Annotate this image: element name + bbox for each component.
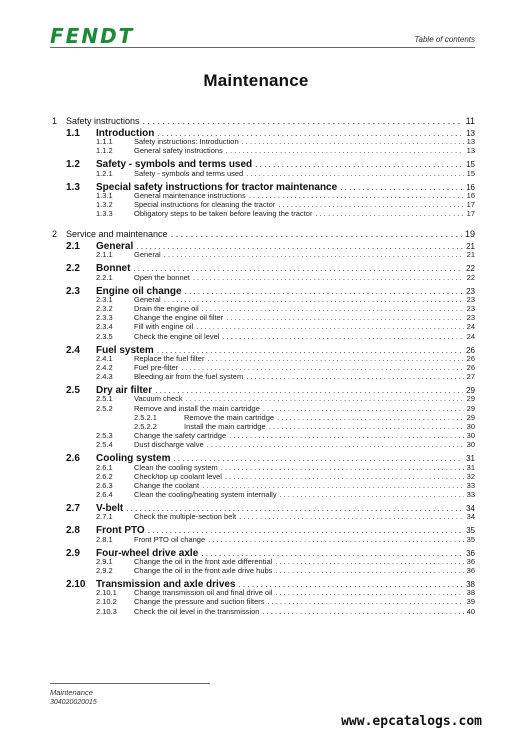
toc-entry-title: Safety instructions — [66, 116, 140, 126]
toc-dot-leader — [242, 137, 464, 146]
toc-entry-number: 2.9.2 — [96, 566, 113, 575]
toc-entry-title: Dust discharge valve — [134, 440, 204, 450]
toc-entry-number: 2.3.1 — [96, 294, 113, 304]
toc-entry-line — [134, 490, 475, 499]
toc-entry-number: 1.3.2 — [96, 200, 113, 209]
toc-entry-page: 24 — [466, 322, 475, 332]
toc-entry-number: 1.3 — [66, 181, 80, 193]
toc-dot-leader — [226, 146, 464, 155]
toc-entry-page: 40 — [466, 606, 475, 616]
toc-entry-page: 30 — [466, 440, 475, 450]
toc-dot-leader — [181, 363, 463, 372]
toc-entry-line — [66, 116, 475, 126]
toc-entry-title: Special safety instructions for tractor maintenance — [96, 181, 338, 193]
toc-entry-page: 15 — [466, 160, 475, 170]
toc-dot-leader — [275, 557, 463, 566]
toc-entry-title: Check/top up coolant level — [134, 471, 222, 481]
footer-document-title: Maintenance — [50, 688, 93, 697]
toc-entry-page: 39 — [466, 597, 475, 607]
toc-entry-title: General — [96, 241, 134, 253]
toc-entry-line — [134, 597, 475, 606]
toc-entry-page: 36 — [466, 548, 475, 558]
toc-entry-title: Remove the main cartridge — [184, 412, 275, 422]
toc-entry-number: 2.5.1 — [96, 394, 113, 404]
toc-entry-title: Vacuum check — [134, 394, 183, 404]
toc-entry-page: 22 — [466, 272, 475, 282]
toc-entry-title: Service and maintenance — [66, 229, 168, 240]
toc-entry-line — [134, 588, 475, 597]
toc-entry-title: Change transmission oil and final drive oil — [134, 588, 273, 598]
toc-dot-leader — [280, 490, 464, 499]
toc-entry-page: 17 — [466, 200, 475, 209]
toc-entry-number: 2.5.2.1 — [134, 412, 157, 422]
toc-entry-line — [134, 332, 475, 341]
toc-entry-page: 33 — [466, 481, 475, 490]
toc-entry-title: Cooling system — [96, 453, 171, 465]
toc-entry-number: 2.4.3 — [96, 372, 113, 382]
toc-entry-number: 2.5.2 — [96, 403, 113, 413]
toc-entry-number: 2.8.1 — [96, 534, 113, 544]
fendt-logo: FENDT — [50, 24, 135, 48]
toc-entry-page: 31 — [466, 462, 475, 472]
toc-entry-page: 38 — [466, 580, 475, 589]
toc-entry-line — [134, 146, 475, 155]
toc-entry-page: 21 — [466, 250, 475, 260]
toc-entry-title: General safety instructions — [134, 146, 223, 156]
toc-entry-number: 2.7 — [66, 503, 80, 515]
toc-dot-leader — [262, 607, 463, 616]
toc-entry-page: 30 — [466, 422, 475, 431]
toc-entry-title: Change the safety cartridge — [134, 431, 227, 441]
toc-entry-line — [134, 472, 475, 481]
toc-entry-line — [134, 191, 475, 200]
toc-entry-number: 1.3.3 — [96, 209, 113, 219]
toc-entry-page: 33 — [466, 490, 475, 500]
toc-entry-page: 35 — [466, 534, 475, 544]
header-divider — [50, 47, 475, 48]
toc-entry-line — [134, 295, 475, 304]
toc-entry-line — [134, 463, 475, 472]
toc-entry-page: 23 — [466, 286, 475, 296]
toc-dot-leader — [226, 313, 463, 322]
toc-entry-number: 1 — [52, 116, 58, 126]
toc-entry-title: Fuel system — [96, 344, 154, 356]
toc-entry-line — [134, 440, 475, 449]
toc-dot-leader — [277, 413, 464, 422]
toc-entry-title: Check the engine oil level — [134, 331, 220, 341]
toc-entry-number: 1.1.2 — [96, 146, 113, 156]
toc-entry-page: 36 — [466, 566, 475, 575]
toc-entry-line — [134, 512, 475, 521]
toc-dot-leader — [315, 209, 463, 218]
toc-entry-title: Safety - symbols and terms used — [134, 168, 244, 178]
toc-dot-leader — [164, 295, 464, 304]
toc-dot-leader — [186, 394, 464, 403]
toc-entry-page: 35 — [466, 526, 475, 536]
toc-entry-number: 2.6.4 — [96, 490, 113, 500]
toc-entry-title: Open the bonnet — [134, 272, 190, 282]
toc-entry-number: 2.3.5 — [96, 331, 113, 341]
toc-dot-leader — [143, 116, 463, 126]
toc-entry-number: 2.6.2 — [96, 471, 113, 481]
toc-entry-number: 2.5.4 — [96, 440, 113, 450]
toc-entry-title: Drain the engine oil — [134, 304, 199, 313]
page-title: Maintenance — [203, 71, 309, 90]
toc-entry-page: 16 — [466, 190, 475, 200]
toc-entry-title: Fill with engine oil — [134, 322, 194, 332]
toc-entry-page: 30 — [466, 431, 475, 441]
toc-entry-page: 29 — [466, 412, 475, 422]
toc-entry-number: 2.3.3 — [96, 313, 113, 323]
toc-dot-leader — [275, 566, 463, 575]
toc-entry-line — [134, 363, 475, 372]
toc-entry-line — [134, 250, 475, 259]
toc-entry-title: Front PTO — [96, 525, 145, 537]
toc-entry-page: 26 — [466, 353, 475, 363]
toc-entry-page: 13 — [466, 137, 475, 147]
toc-entry-line — [66, 229, 475, 239]
toc-entry-title: Fuel pre-filter — [134, 363, 179, 372]
toc-entry-line — [134, 394, 475, 403]
toc-dot-leader — [225, 472, 464, 481]
toc-entry-title: Change the pressure and suction filters — [134, 597, 265, 607]
toc-entry-page: 23 — [466, 294, 475, 304]
toc-entry-number: 2.5.2.2 — [134, 422, 157, 431]
header-section-label: Table of contents — [414, 35, 475, 44]
toc-entry-title: Front PTO oil change — [134, 534, 206, 544]
toc-entry-page: 29 — [466, 403, 475, 413]
toc-entry-title: Dry air filter — [96, 385, 153, 397]
toc-entry-page: 17 — [466, 209, 475, 219]
toc-dot-leader — [164, 250, 464, 259]
toc-dot-leader — [275, 588, 463, 597]
toc-dot-leader — [278, 200, 463, 209]
toc-entry-number: 2.9.1 — [96, 556, 113, 566]
toc-entry-number: 2.7.1 — [96, 512, 113, 522]
toc-entry-number: 2.5 — [66, 385, 80, 397]
toc-entry-number: 1.2.1 — [96, 168, 113, 178]
toc-entry-title: Install the main cartridge — [184, 422, 266, 431]
toc-entry-page: 29 — [466, 394, 475, 404]
toc-entry-number: 2.4.1 — [96, 353, 113, 363]
toc-entry-title: V-belt — [96, 503, 124, 515]
toc-entry-page: 22 — [466, 264, 475, 274]
toc-dot-leader — [229, 431, 464, 440]
watermark-url: www.epcatalogs.com — [341, 714, 482, 729]
toc-entry-title: Engine oil change — [96, 285, 182, 297]
toc-entry-title: Check the oil level in the transmission — [134, 606, 260, 616]
toc-dot-leader — [239, 512, 464, 521]
toc-dot-leader — [207, 440, 464, 449]
toc-dot-leader — [246, 169, 463, 178]
toc-entry-title: Bleeding air from the fuel system — [134, 372, 244, 382]
toc-entry-title: Transmission and axle drives — [96, 579, 236, 590]
toc-entry-page: 31 — [466, 454, 475, 464]
toc-entry-title: General maintenance instructions — [134, 190, 246, 200]
toc-entry-line — [134, 557, 475, 566]
toc-entry-page: 38 — [466, 588, 475, 598]
toc-entry-line — [134, 273, 475, 282]
toc-dot-leader — [171, 229, 462, 239]
toc-dot-leader — [269, 422, 464, 431]
toc-entry-title: Change the oil in the front axle drive hubs — [134, 566, 273, 575]
toc-entry-line — [134, 304, 475, 313]
toc-entry-title: Remove and install the main cartridge — [134, 403, 260, 413]
toc-entry-page: 11 — [465, 116, 475, 126]
toc-entry-line — [184, 422, 475, 431]
toc-entry-number: 2.3.2 — [96, 304, 113, 313]
toc-dot-leader — [221, 463, 464, 472]
toc-entry-line — [134, 607, 475, 616]
toc-entry-number: 2.6.1 — [96, 462, 113, 472]
toc-entry-line — [134, 404, 475, 413]
toc-entry-number: 2.5.3 — [96, 431, 113, 441]
toc-entry-line — [184, 413, 475, 422]
toc-dot-leader — [207, 354, 463, 363]
toc-dot-leader — [246, 372, 463, 381]
toc-entry-title: Bonnet — [96, 263, 131, 275]
toc-entry-number: 2.2.1 — [96, 272, 113, 282]
toc-entry-page: 34 — [466, 512, 475, 522]
toc-entry-page: 13 — [466, 129, 475, 138]
toc-entry-number: 2.10.2 — [96, 597, 117, 607]
toc-entry-title: Check the multiple-section belt — [134, 512, 237, 522]
footer-divider — [50, 683, 210, 684]
footer-document-number: 304020020015 — [50, 699, 97, 706]
toc-entry-number: 2.2 — [66, 263, 80, 275]
toc-dot-leader — [208, 535, 464, 544]
toc-entry-page: 32 — [466, 471, 475, 481]
toc-entry-page: 24 — [466, 331, 475, 341]
toc-dot-leader — [202, 304, 464, 313]
toc-entry-title: Clean the cooling system — [134, 462, 218, 472]
toc-entry-page: 23 — [466, 313, 475, 323]
toc-entry-number: 2 — [52, 229, 58, 240]
toc-entry-title: Obligatory steps to be taken before leaving the tractor — [134, 209, 313, 219]
toc-entry-number: 2.4 — [66, 344, 80, 356]
toc-dot-leader — [196, 322, 463, 331]
toc-dot-leader — [263, 404, 464, 413]
toc-entry-number: 2.4.2 — [96, 363, 113, 372]
toc-entry-number: 2.10.3 — [96, 606, 117, 616]
toc-entry-number: 2.10 — [66, 579, 86, 590]
toc-entry-title: Introduction — [96, 128, 155, 139]
toc-entry-number: 2.1 — [66, 241, 80, 253]
toc-dot-leader — [222, 332, 463, 341]
toc-entry-page: 23 — [466, 304, 475, 313]
toc-entry-line — [134, 354, 475, 363]
toc-entry-number: 2.6 — [66, 453, 80, 465]
toc-entry-title: General — [134, 294, 161, 304]
toc-entry-title: Replace the fuel filter — [134, 353, 205, 363]
toc-entry-number: 2.3 — [66, 285, 80, 297]
toc-entry-number: 1.1 — [66, 128, 80, 139]
toc-entry-page: 19 — [464, 229, 475, 240]
toc-entry-line — [134, 566, 475, 575]
toc-entry-number: 2.3.4 — [96, 322, 113, 332]
toc-entry-line — [134, 169, 475, 178]
toc-dot-leader — [193, 273, 464, 282]
toc-entry-title: Special instructions for cleaning the tractor — [134, 200, 276, 209]
toc-entry-page: 13 — [466, 146, 475, 156]
toc-entry-number: 1.2 — [66, 159, 80, 171]
toc-entry-line — [134, 431, 475, 440]
toc-entry-title: Change the engine oil filter — [134, 313, 224, 323]
toc-dot-leader — [268, 597, 464, 606]
toc-entry-page: 27 — [466, 372, 475, 382]
toc-entry-title: Four-wheel drive axle — [96, 547, 199, 559]
toc-entry-title: General — [134, 250, 161, 260]
toc-entry-title: Safety - symbols and terms used — [96, 159, 253, 171]
toc-entry-title: Change the coolant — [134, 481, 200, 490]
toc-entry-page: 26 — [466, 363, 475, 372]
toc-entry-number: 2.1.1 — [96, 250, 113, 260]
toc-entry-number: 2.10.1 — [96, 588, 117, 598]
toc-entry-number: 1.3.1 — [96, 190, 113, 200]
toc-entry-page: 26 — [466, 345, 475, 355]
toc-entry-page: 15 — [466, 168, 475, 178]
toc-entry-line — [134, 200, 475, 209]
toc-entry-page: 16 — [466, 182, 475, 192]
toc-entry-line — [134, 372, 475, 381]
toc-entry-page: 36 — [466, 556, 475, 566]
toc-entry-line — [134, 209, 475, 218]
toc-dot-leader — [249, 191, 464, 200]
toc-entry-title: Safety instructions: Introduction — [134, 137, 239, 147]
toc-entry-number: 1.1.1 — [96, 137, 113, 147]
toc-dot-leader — [202, 481, 464, 490]
toc-entry-line — [134, 313, 475, 322]
toc-entry-line — [134, 322, 475, 331]
toc-entry-title: Clean the cooling/heating system internally — [134, 490, 277, 500]
toc-entry-line — [134, 535, 475, 544]
toc-entry-page: 21 — [466, 242, 475, 252]
toc-entry-line — [134, 137, 475, 146]
toc-entry-number: 2.6.3 — [96, 481, 113, 490]
toc-entry-title: Change the oil in the front axle differential — [134, 556, 273, 566]
toc-entry-line — [134, 481, 475, 490]
toc-entry-page: 29 — [466, 386, 475, 396]
toc-entry-number: 2.8 — [66, 525, 80, 537]
toc-entry-page: 34 — [466, 504, 475, 514]
toc-entry-number: 2.9 — [66, 547, 80, 559]
